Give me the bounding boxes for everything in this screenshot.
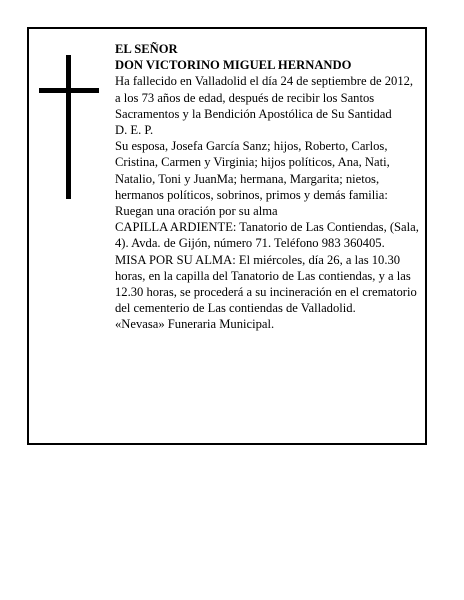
death-announcement: Ha fallecido en Valladolid el día 24 de septiembre de 2012, a los 73 años de edad, después de recibir los Santos Sacramentos y la Bendición Apostólica de Su Santidad: [115, 74, 414, 121]
deceased-name: DON VICTORINO MIGUEL HERNANDO: [115, 58, 352, 73]
capilla-ardiente-paragraph: CAPILLA ARDIENTE: Tanatorio de Las Contiendas, (Sala, 4). Avda. de Gijón, número 71. Teléfono 983 360405.: [115, 220, 419, 251]
family-paragraph: Su esposa, Josefa García Sanz; hijos, Roberto, Carlos, Cristina, Carmen y Virginia; hijos políticos, Ana, Nati, Natalio, Toni y JuanMa; hermana, Margarita; nietos, hermanos políticos, sobrinos, primos y demás familia: Ruegan una oración por su alma: [115, 139, 390, 219]
notice-text: [115, 41, 421, 333]
funeraria-line: «Nevasa» Funeraria Municipal.: [115, 317, 275, 332]
notice-title-line1: EL SEÑOR: [115, 42, 178, 56]
latin-cross-icon: [39, 55, 99, 199]
misa-paragraph: MISA POR SU ALMA: El miércoles, día 26, a las 10.30 horas, en la capilla del Tanatorio de Las contiendas, y a las 12.30 horas, se procederá a su incineración en el crematorio del cementerio de Las contiendas de Valladolid.: [115, 252, 417, 316]
cross-horizontal-bar: [39, 88, 99, 93]
obituary-notice: [27, 27, 427, 445]
dep-line: D. E. P.: [115, 123, 154, 138]
cross-vertical-bar: [66, 55, 71, 199]
